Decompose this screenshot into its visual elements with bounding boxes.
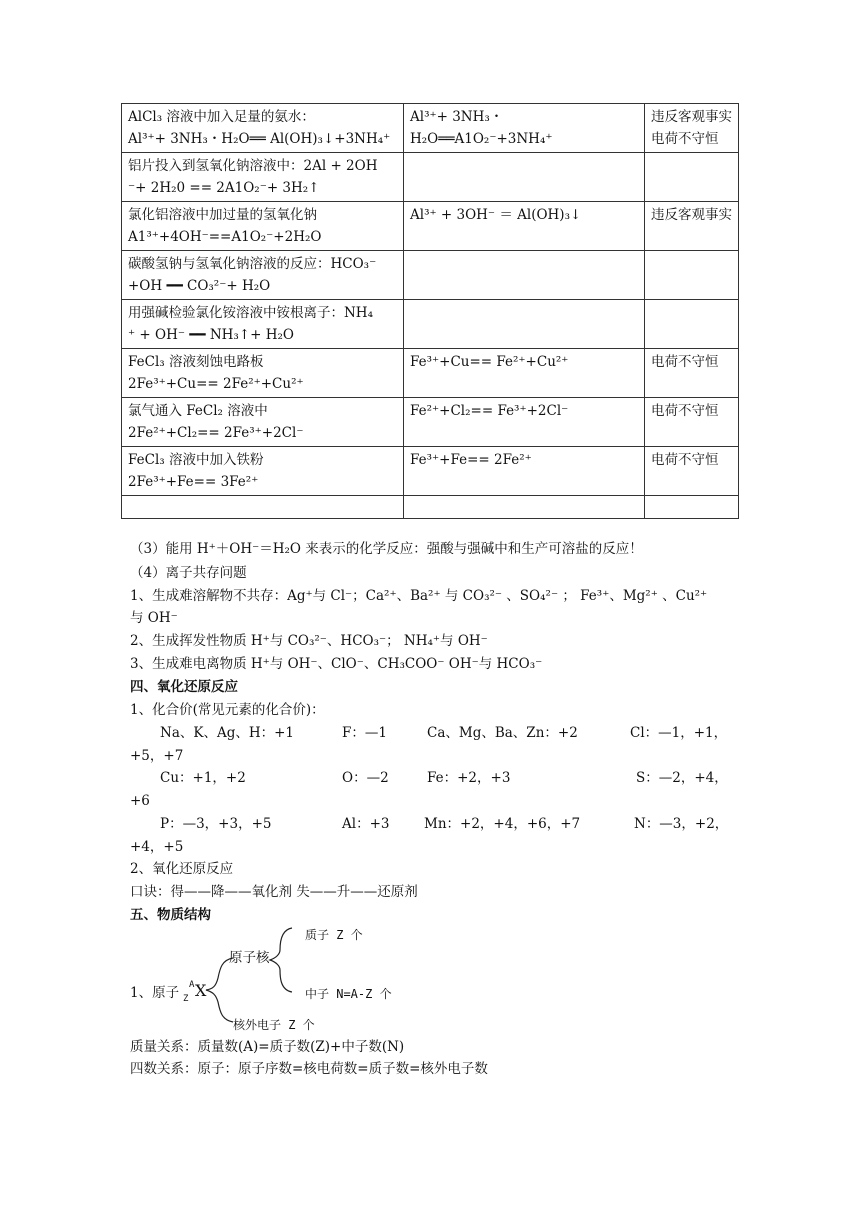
cell-line: 违反客观事实: [651, 109, 732, 125]
valence-r2c: Fe：+2，+3: [427, 770, 511, 786]
cell-line: 铝片投入到氢氧化钠溶液中：2Al + 2OH: [128, 158, 378, 174]
valence-r2a: Cu：+1，+2: [160, 770, 246, 786]
coexist-1: 1、生成难溶解物不共存：Ag⁺与 Cl⁻；Ca²⁺、Ba²⁺ 与 CO₃²⁻ 、SO₄²⁻ ； Fe³⁺、Mg²⁺ 、Cu²⁺: [130, 588, 708, 604]
valence-r3c: Mn：+2，+4，+6，+7: [424, 816, 581, 832]
valence-r3d: N：—3，+2，: [634, 816, 729, 832]
cell-line: 2Fe³⁺+Fe== 3Fe²⁺: [128, 474, 259, 490]
valence-r1d: Cl：—1，+1，: [630, 725, 728, 741]
cell-line: Al³⁺ + 3OH⁻ ＝ Al(OH)₃↓: [410, 207, 582, 223]
cell-line: 电荷不守恒: [651, 452, 719, 468]
para-4: （4）离子共存问题: [130, 565, 247, 581]
cell-line: +OH ━━ CO₃²⁻+ H₂O: [128, 278, 271, 294]
cell-line: FeCl₃ 溶液刻蚀电路板: [128, 354, 264, 370]
neutron-label: 中子 N=A-Z 个: [305, 987, 392, 1001]
cell-line: 氯气通入 FeCl₂ 溶液中: [128, 403, 268, 419]
valence-r2d: S：—2，+4，: [636, 770, 728, 786]
proton-label: 质子 Z 个: [305, 928, 363, 942]
valence-r1e: +5，+7: [130, 748, 184, 764]
heading-4: 四、氧化还原反应: [130, 679, 238, 695]
cell-line: 违反客观事实: [651, 207, 732, 223]
coexist-1b: 与 OH⁻: [130, 610, 178, 626]
four-number-relation: 四数关系：原子：原子序数=核电荷数=质子数=核外电子数: [130, 1061, 488, 1077]
cell-line: 2Fe³⁺+Cu== 2Fe²⁺+Cu²⁺: [128, 376, 304, 392]
cell-line: Al³⁺+ 3NH₃・H₂O══A1O₂⁻+3NH₄⁺: [410, 109, 553, 147]
valence-r1b: F：—1: [342, 725, 387, 741]
mass-number: A: [189, 980, 195, 990]
cell-line: Fe³⁺+Fe== 2Fe²⁺: [410, 452, 532, 468]
cell-line: Al³⁺+ 3NH₃・H₂O══ Al(OH)₃↓+3NH₄⁺: [128, 131, 391, 147]
cell-line: 2Fe²⁺+Cl₂== 2Fe³⁺+2Cl⁻: [128, 425, 304, 441]
cell-line: ⁺ + OH⁻ ━━ NH₃↑+ H₂O: [128, 327, 294, 343]
element-symbol: X: [195, 981, 207, 1000]
cell-line: A1³⁺+4OH⁻==A1O₂⁻+2H₂O: [128, 229, 322, 245]
electron-label: 核外电子 Z 个: [233, 1018, 315, 1032]
heading-5: 五、物质结构: [130, 907, 211, 923]
valence-r1c: Ca、Mg、Ba、Zn：+2: [427, 725, 578, 741]
coexist-2: 2、生成挥发性物质 H⁺与 CO₃²⁻、HCO₃⁻； NH₄⁺与 OH⁻: [130, 633, 488, 649]
redox-title: 2、氧化还原反应: [130, 861, 234, 877]
mass-relation: 质量关系：质量数(A)=质子数(Z)+中子数(N): [130, 1039, 405, 1055]
cell-line: Fe³⁺+Cu== Fe²⁺+Cu²⁺: [410, 354, 569, 370]
coexist-3: 3、生成难电离物质 H⁺与 OH⁻、ClO⁻、CH₃COO⁻ OH⁻与 HCO₃⁻: [130, 656, 543, 672]
cell-line: 电荷不守恒: [651, 403, 719, 419]
nucleus-label: 原子核: [229, 950, 270, 966]
para-3: （3）能用 H⁺＋OH⁻＝H₂O 来表示的化学反应：强酸与强碱中和生产可溶盐的反应！: [130, 541, 643, 557]
cell-line: FeCl₃ 溶液中加入铁粉: [128, 452, 264, 468]
valence-r1a: Na、K、Ag、H：+1: [160, 725, 295, 741]
cell-line: 电荷不守恒: [651, 131, 719, 147]
valence-title: 1、化合价(常见元素的化合价)：: [130, 702, 325, 718]
valence-r3a: P：—3，+3，+5: [160, 816, 272, 832]
cell-line: 碳酸氢钠与氢氧化钠溶液的反应：HCO₃⁻: [128, 256, 377, 272]
cell-line: ⁻+ 2H₂0 == 2A1O₂⁻+ 3H₂↑: [128, 180, 320, 196]
cell-line: AlCl₃ 溶液中加入足量的氨水：: [128, 109, 315, 125]
cell-line: 电荷不守恒: [651, 354, 719, 370]
cell-line: 氯化铝溶液中加过量的氢氧化钠: [128, 207, 317, 223]
valence-r3b: Al：+3: [342, 816, 390, 832]
cell-line: 用强碱检验氯化铵溶液中铵根离子：NH₄: [128, 305, 373, 321]
valence-r2b: O：—2: [342, 770, 389, 786]
cell-line: Fe²⁺+Cl₂== Fe³⁺+2Cl⁻: [410, 403, 569, 419]
atomic-number: Z: [183, 994, 189, 1004]
valence-r3e: +4，+5: [130, 839, 184, 855]
atom-label: 1、原子: [130, 985, 180, 1001]
redox-mnemonic: 口诀：得——降——氧化剂 失——升——还原剂: [130, 884, 418, 900]
valence-r2e: +6: [130, 793, 150, 809]
